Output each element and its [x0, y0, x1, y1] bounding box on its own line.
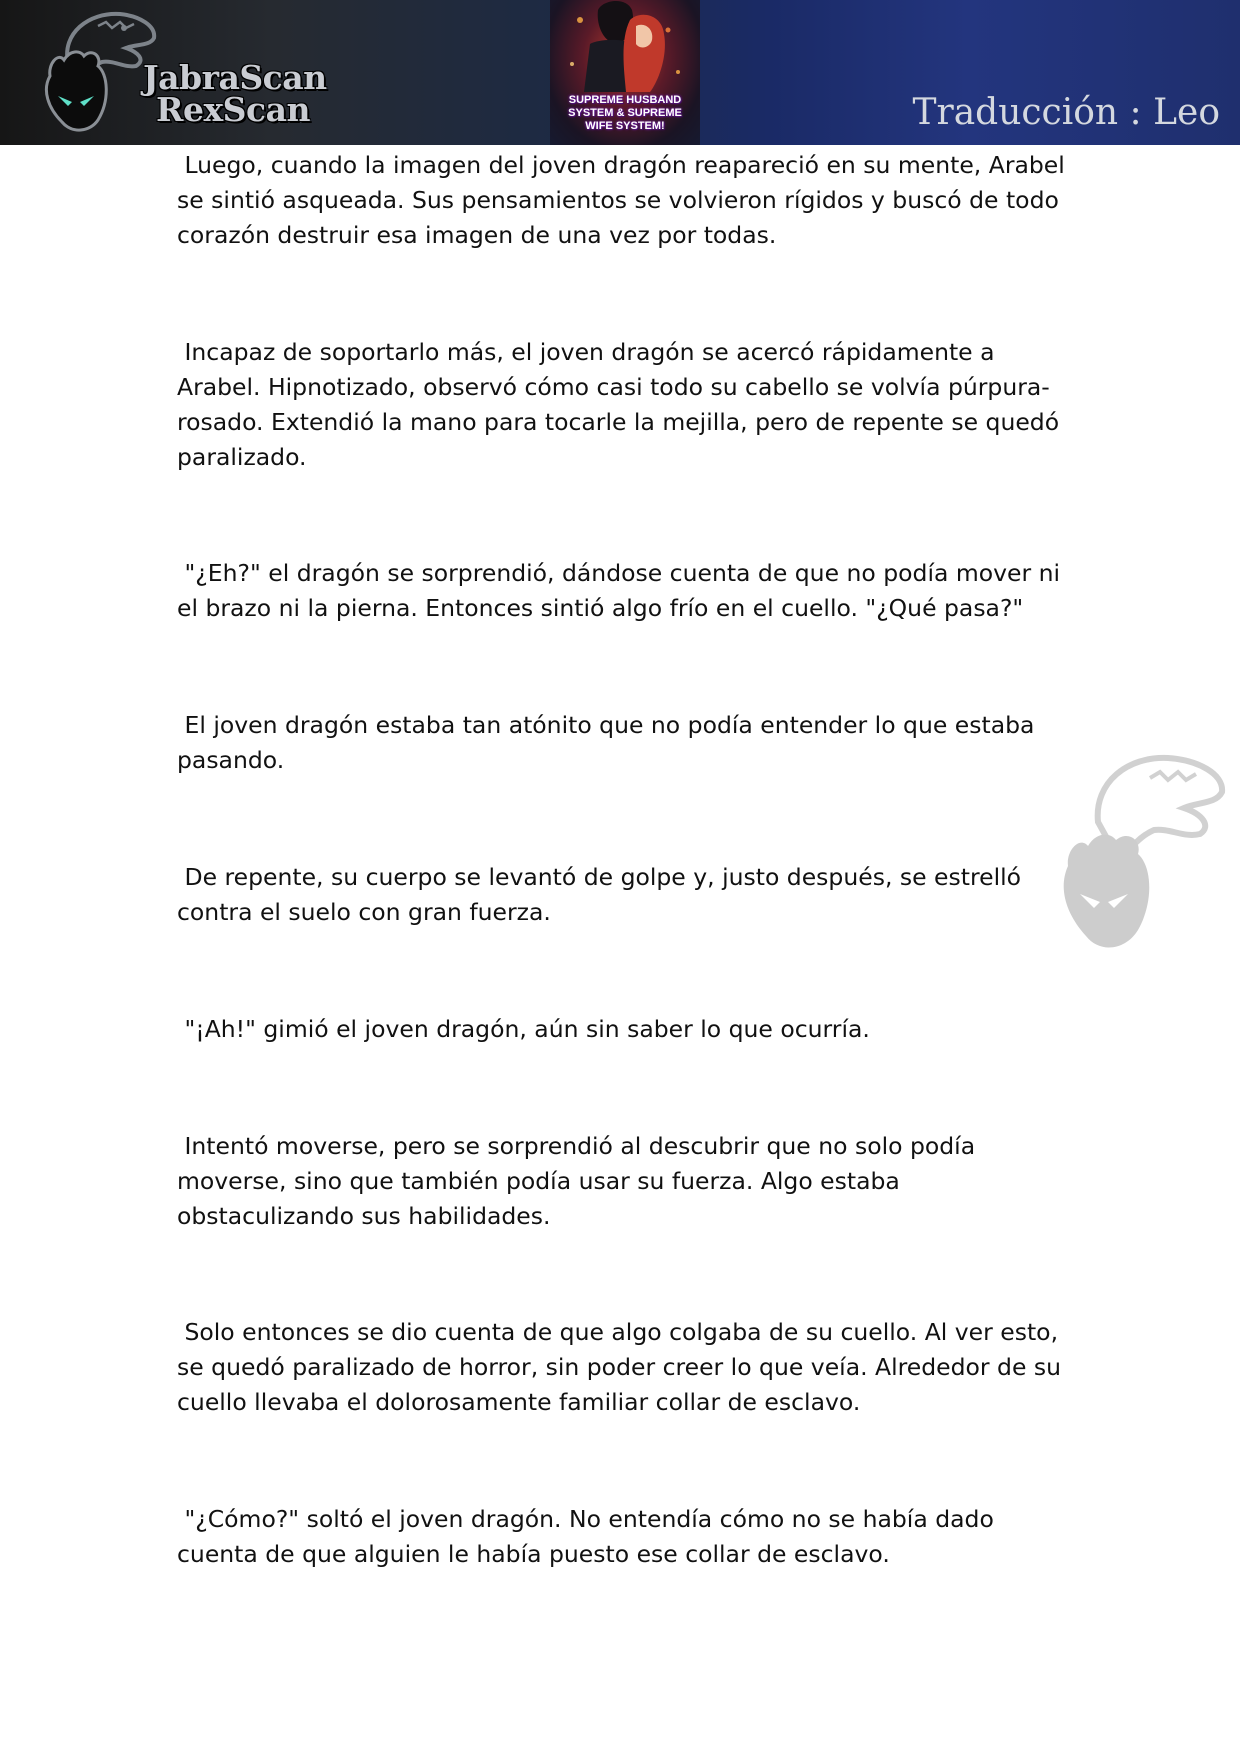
brand-name-line1: JabraScan: [143, 58, 327, 97]
paragraph-1: Luego, cuando la imagen del joven dragón reapareció en su mente, Arabel se sintió asqueada. Sus pensamientos se volvieron rígidos y buscó de todo corazón destruir esa imagen de una vez por todas.: [177, 151, 1073, 249]
translator-credit: Traducción : Leo: [912, 92, 1220, 133]
paragraph-6: "¡Ah!" gimió el joven dragón, aún sin saber lo que ocurría.: [177, 1015, 870, 1043]
paragraph-8: Solo entonces se dio cuenta de que algo colgaba de su cuello. Al ver esto, se quedó paralizado de horror, sin poder creer lo que veía. Alrededor de su cuello llevaba el dolorosamente familiar collar de esclavo.: [177, 1318, 1069, 1416]
cover-title-line2: SYSTEM & SUPREME: [568, 107, 682, 119]
paragraph-4: El joven dragón estaba tan atónito que no podía entender lo que estaba pasando.: [177, 711, 1042, 774]
paragraph-2: Incapaz de soportarlo más, el joven dragón se acercó rápidamente a Arabel. Hipnotizado, observó cómo casi todo su cabello se volvía púrpura-rosado. Extendió la mano para tocarle la mejilla, pero de repente se quedó paralizado.: [177, 338, 1067, 471]
paragraph-5: De repente, su cuerpo se levantó de golpe y, justo después, se estrelló contra el suelo con gran fuerza.: [177, 863, 1029, 926]
paragraph-9: "¿Cómo?" soltó el joven dragón. No entendía cómo no se había dado cuenta de que alguien le había puesto ese collar de esclavo.: [177, 1505, 1002, 1568]
paragraph-7: Intentó moverse, pero se sorprendió al descubrir que no solo podía moverse, sino que también podía usar su fuerza. Algo estaba obstaculizando sus habilidades.: [177, 1132, 983, 1230]
cover-title-line1: SUPREME HUSBAND: [568, 94, 682, 106]
cover-title-line3: WIFE SYSTEM!: [585, 120, 665, 132]
brand-name-line2: RexScan: [156, 90, 310, 129]
paragraph-3: "¿Eh?" el dragón se sorprendió, dándose cuenta de que no podía mover ni el brazo ni la pierna. Entonces sintió algo frío en el cuello. "¿Qué pasa?": [177, 559, 1068, 622]
